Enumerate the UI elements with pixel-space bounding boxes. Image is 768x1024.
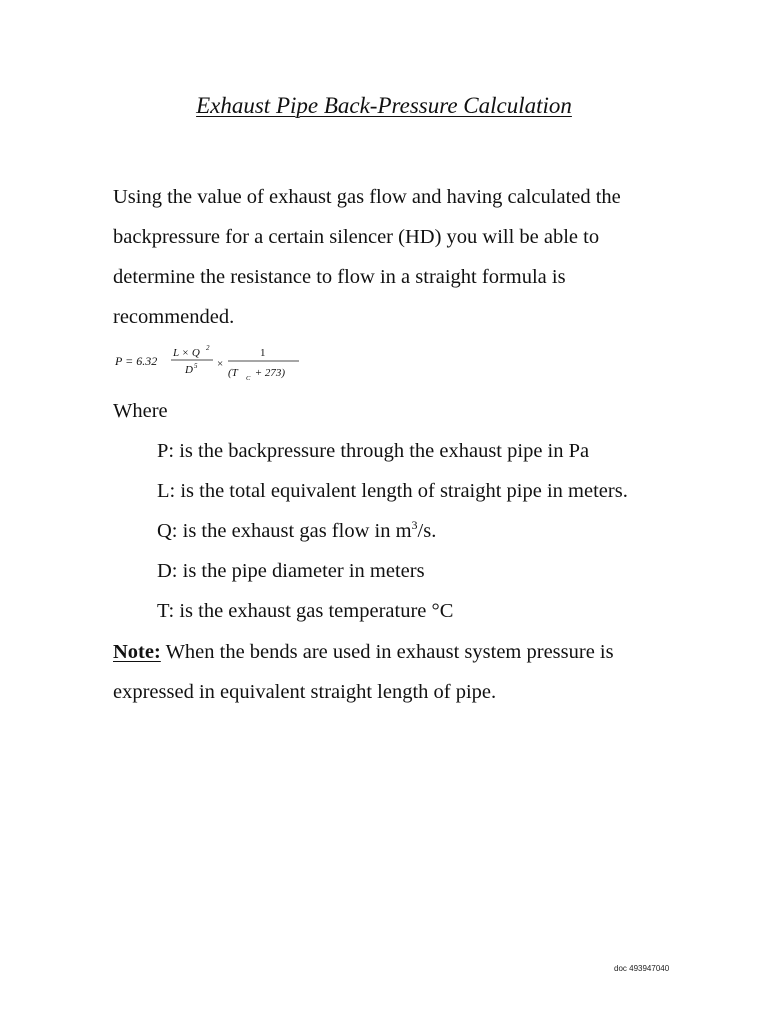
backpressure-formula [113,340,313,385]
variable-definitions [157,431,628,631]
definition-d: D: is the pipe diameter in meters [157,560,425,582]
formula-fraction2-denominator-subscript: C [246,375,251,382]
footer-doc-id: doc 493947040 [614,964,670,973]
where-label: Where [113,400,168,422]
intro-line: Using the value of exhaust gas flow and having calculated the [113,186,621,208]
formula-fraction2-denominator-open: (T [228,367,238,379]
intro-line: backpressure for a certain silencer (HD) you will be able to [113,226,600,248]
formula-denominator-exponent: 5 [194,362,198,370]
formula-times: × [217,358,224,370]
formula-numerator: L × Q [173,347,200,359]
definition-q-text: Q: is the exhaust gas flow in m [157,520,412,542]
note-text-1: When the bends are used in exhaust system pressure is [160,641,614,663]
definition-q-exponent: 3 [411,518,418,532]
formula-fraction2-numerator: 1 [260,347,266,359]
document-title: Exhaust Pipe Back-Pressure Calculation [196,93,572,118]
formula-numerator-exponent: 2 [206,344,210,352]
intro-paragraph [113,177,713,337]
formula-lhs: P = 6.32 [115,354,158,368]
definition-t: T: is the exhaust gas temperature °C [157,600,454,622]
note-line-2: expressed in equivalent straight length of pipe. [113,681,497,703]
intro-line: recommended. [113,306,235,328]
definition-q-suffix: /s. [417,520,437,542]
definition-l: L: is the total equivalent length of straight pipe in meters. [157,480,628,502]
note-line-1 [113,632,614,672]
note-label: Note: [113,641,161,663]
formula-denominator: D [185,364,193,376]
note-paragraph [113,632,614,712]
definition-p: P: is the backpressure through the exhaust pipe in Pa [157,440,590,462]
definition-q [157,511,628,551]
formula-fraction2-denominator-rest: + 273) [252,367,286,379]
intro-line: determine the resistance to flow in a straight formula is [113,266,566,288]
